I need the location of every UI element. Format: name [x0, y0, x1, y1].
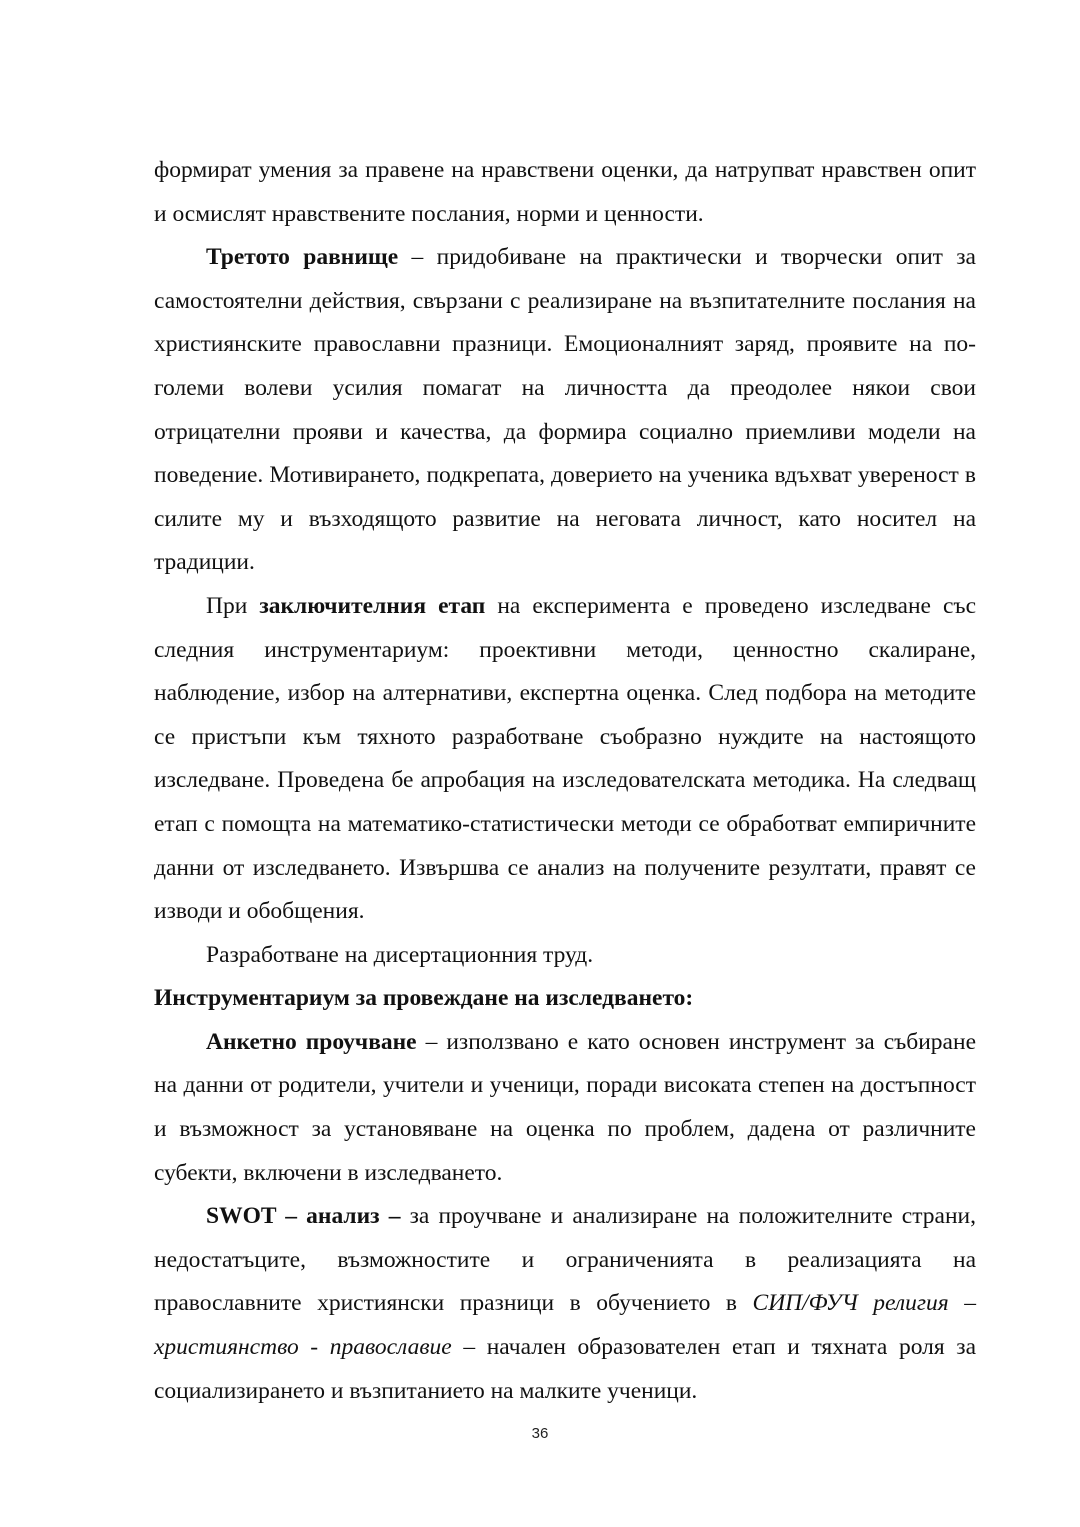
- paragraph-prefix: При: [206, 592, 260, 619]
- paragraph-continuation: [154, 149, 976, 236]
- paragraph-text: Разработване на дисертационния труд.: [206, 941, 594, 968]
- paragraph-survey: [154, 1021, 976, 1195]
- page-body: [154, 149, 976, 1413]
- paragraph-text: на експеримента е проведено изследване със следния инструментариум: проективни методи, ценностно скалиране, наблюдение, избор на алтернативи, експертна оценка. След подбора на методите се пристъпи към тяхното разработване съобразно нуждите на настоящото изследване. Проведена бе апробация на изследователската методика. На следващ етап с помощта на математико-статистически методи се обработват емпиричните данни от изследването. Извършва се анализ на получените резултати, правят се изводи и обобщения.: [154, 592, 976, 925]
- paragraph-text-end: – начален образователен етап и тяхната роля за социализирането и възпитанието на малките ученици.: [154, 1334, 976, 1404]
- term-swot: SWOT – анализ –: [206, 1203, 401, 1230]
- term-final-stage: заключителния етап: [259, 592, 486, 619]
- italic-course-name: СИП/ФУЧ религия – християнство - православие: [154, 1290, 976, 1361]
- paragraph-text: формират умения за правене на нравствени оценки, да натрупват нравствен опит и осмислят нравствените послания, норми и ценности.: [154, 157, 976, 227]
- term-survey: Анкетно проучване: [206, 1028, 417, 1055]
- paragraph-swot: [154, 1195, 976, 1413]
- term-third-level: Третото равнище: [206, 244, 399, 271]
- paragraph-text: – използвано е като основен инструмент за събиране на данни от родители, учители и ученици, поради високата степен на достъпност и възможност за установяване на оценка по проблем, дадена от различните субекти, включени в изследването.: [154, 1028, 976, 1186]
- paragraph-text: за проучване и анализиране на положителните страни, недостатъците, възможностите и ограниченията в реализацията на православните християнски празници в обучението в: [154, 1203, 976, 1317]
- paragraph-third-level: [154, 236, 976, 585]
- paragraph-text: – придобиване на практически и творчески опит за самостоятелни действия, свързани с реализиране на възпитателните послания на християнските православни празници. Емоционалният заряд, проявите на по-големи волеви усилия помагат на личността да преодолее някои свои отрицателни прояви и качества, да формира социално приемливи модели на поведение. Мотивирането, подкрепата, доверието на ученика вдъхват увереност в силите му и възходящото развитие на неговата личност, като носител на традиции.: [154, 244, 976, 576]
- paragraph-final-stage: [154, 585, 976, 934]
- page-number: 36: [531, 1425, 549, 1442]
- section-heading: Инструментариум за провеждане на изследването:: [154, 985, 694, 1012]
- paragraph-dissertation: [154, 934, 976, 978]
